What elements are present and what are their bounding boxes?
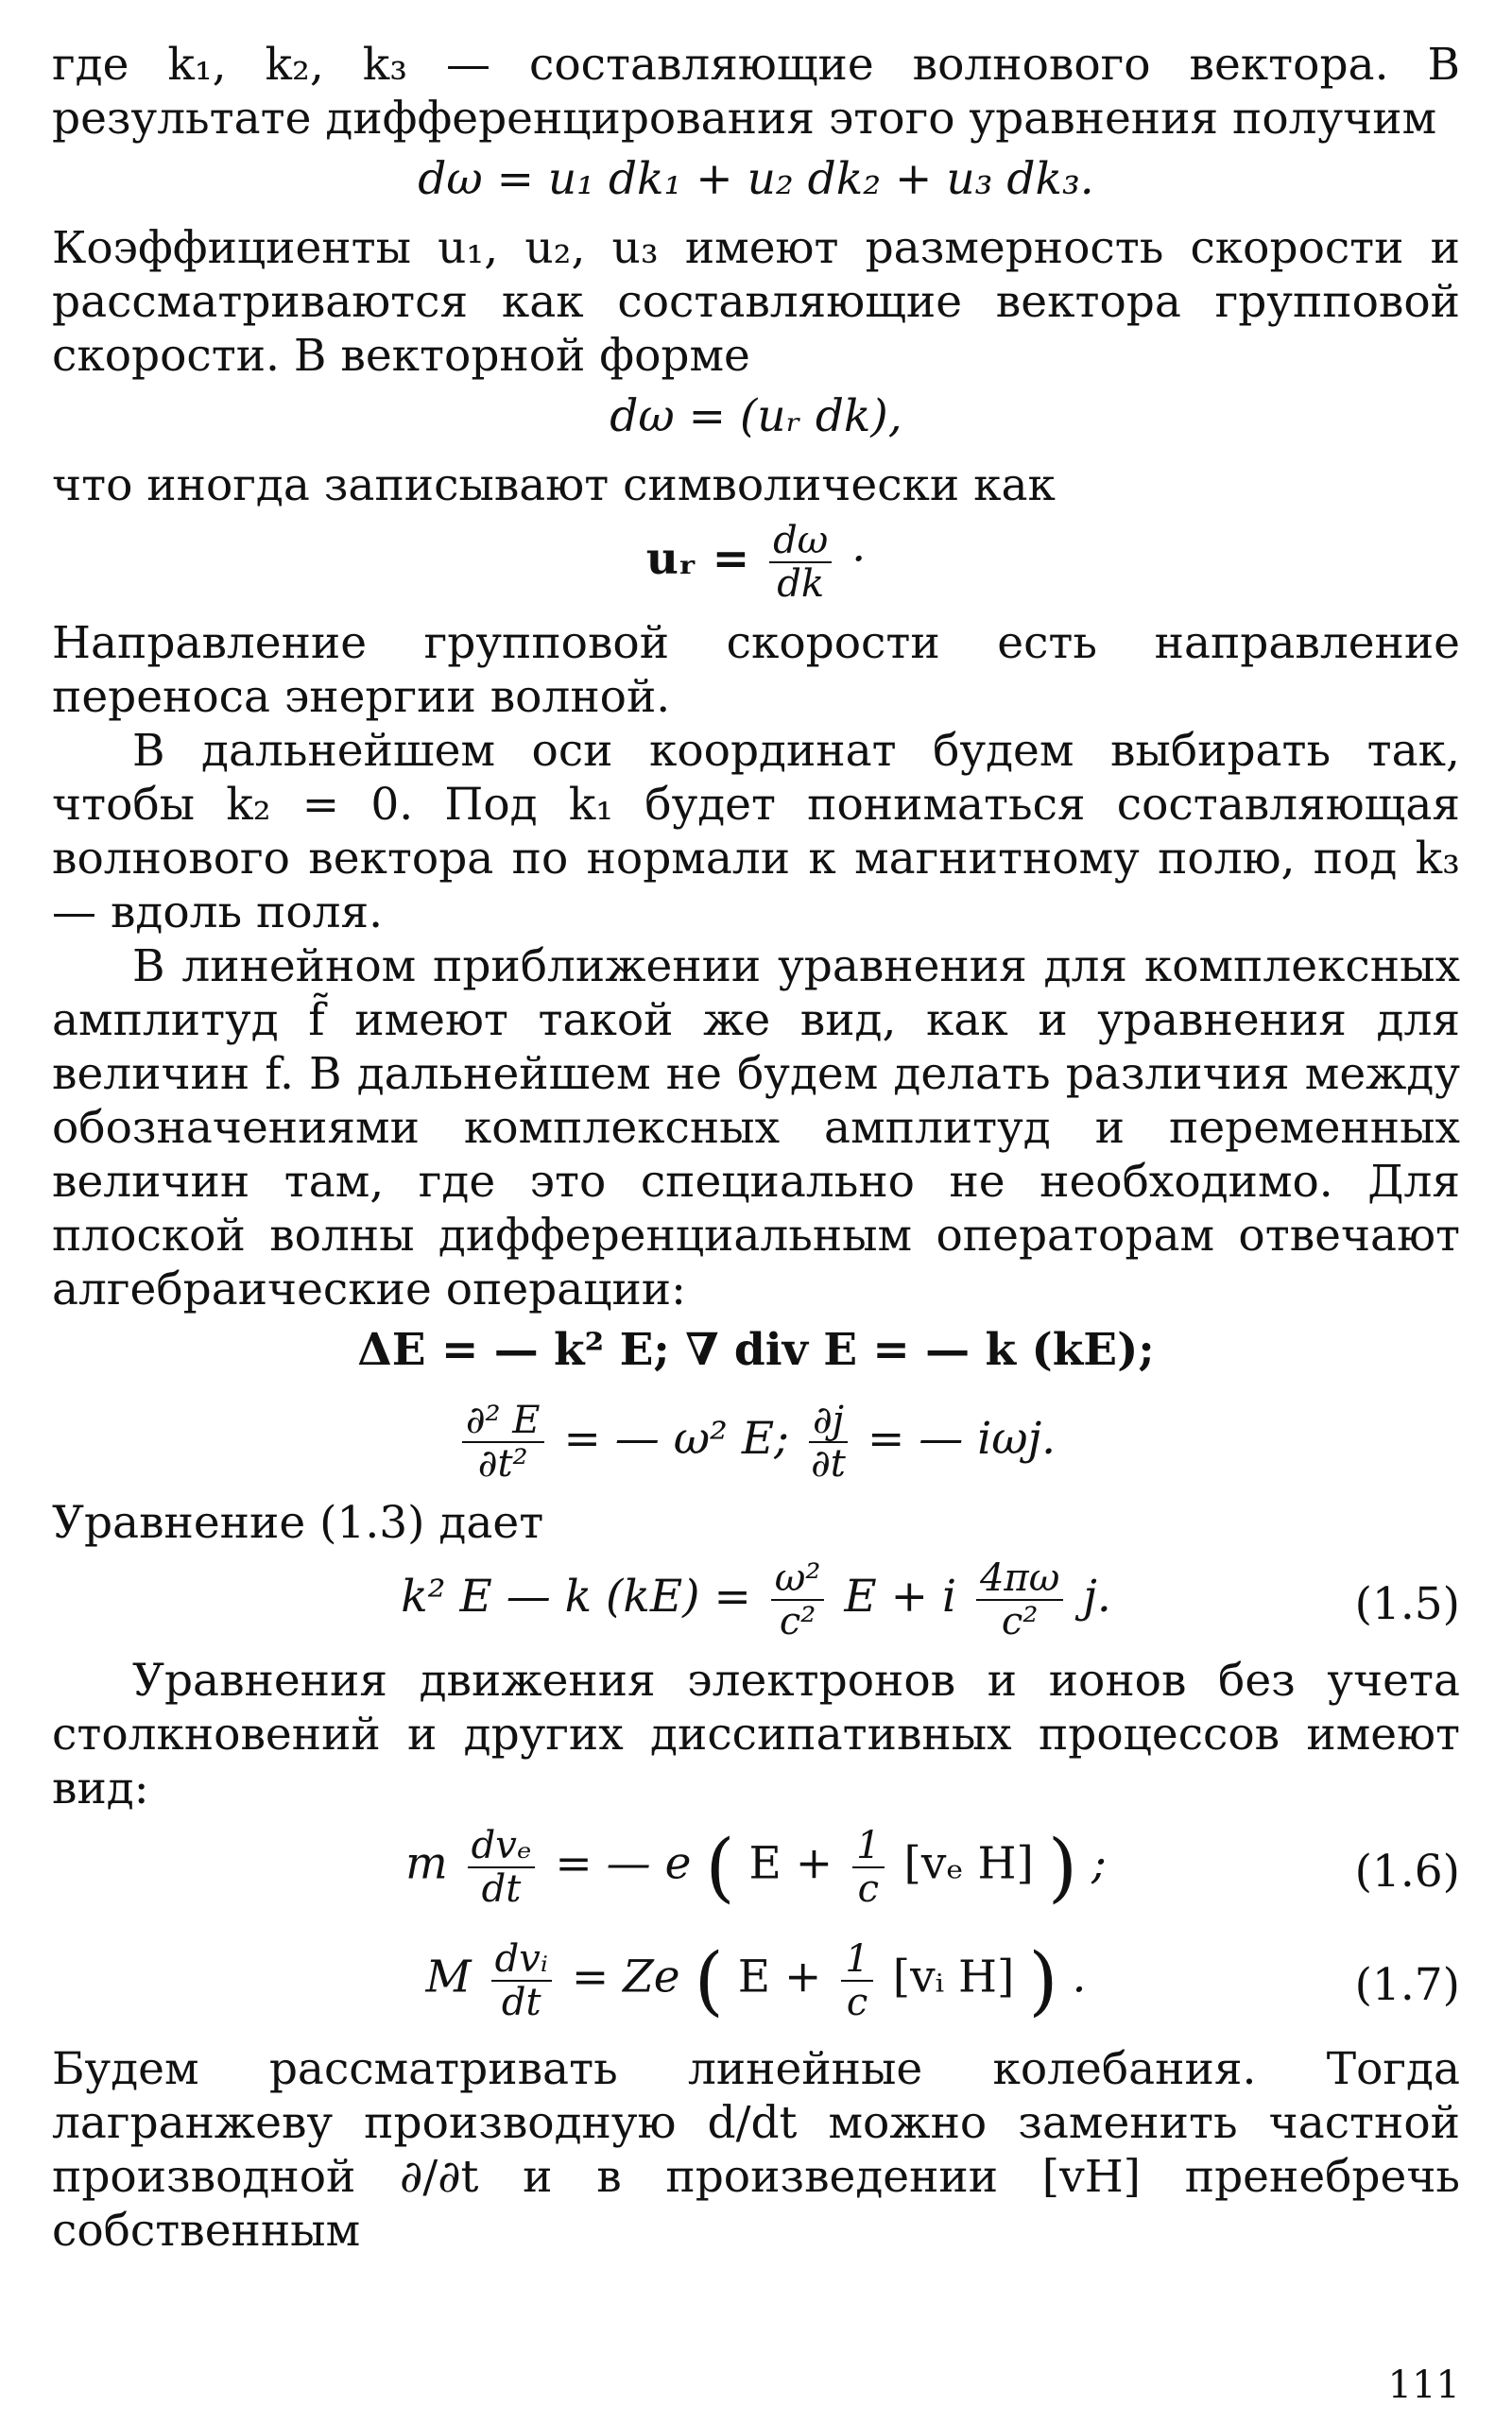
equation-tail: ·: [851, 533, 867, 585]
numerator: ∂j: [809, 1400, 848, 1443]
equation-body: [52, 1557, 1460, 1642]
equation-body: [52, 520, 1460, 605]
paragraph-5: В дальнейшем оси координат будем выбирать так, чтобы k₂ = 0. Под k₁ будет пониматься составляющая волнового вектора по нормали к магнитному полю, под k₃ — вдоль поля.: [52, 725, 1460, 938]
denominator: dt: [501, 1980, 541, 2024]
right-paren: ): [1047, 1823, 1078, 1911]
equation-middle: E + i: [844, 1571, 957, 1623]
mass-symbol: m: [405, 1837, 448, 1890]
equation-differential: [52, 146, 1460, 221]
denominator: ∂t²: [477, 1442, 528, 1486]
numerator: dvᵢ: [491, 1938, 552, 1982]
paragraph-4: Направление групповой скорости есть направление переноса энергии волной.: [52, 617, 1460, 723]
left-paren: (: [694, 1936, 724, 2024]
equation-body: [52, 1936, 1460, 2024]
fraction: [809, 1400, 848, 1485]
equation-lhs: uᵣ =: [645, 533, 750, 585]
numerator: ω²: [771, 1557, 825, 1601]
equation-group-velocity: [52, 512, 1460, 616]
fraction: [468, 1825, 536, 1910]
equation-body: [52, 1823, 1460, 1911]
equation-number: (1.7): [1354, 1959, 1460, 2011]
denominator: dt: [481, 1866, 522, 1911]
right-paren: ): [1028, 1936, 1058, 2024]
equation-number: (1.5): [1354, 1578, 1460, 1630]
fraction: [491, 1938, 552, 2023]
equation-text: dω = u₁ dk₁ + u₂ dk₂ + u₃ dk₃.: [418, 153, 1094, 205]
equation-middle: = Ze: [571, 1951, 680, 2003]
equation-operators-1: [52, 1316, 1460, 1392]
fraction: [771, 1557, 825, 1642]
equation-tail: = — iωj.: [867, 1413, 1057, 1465]
cross-product: [vₑ H]: [903, 1837, 1034, 1890]
paragraph-3: что иногда записывают символически как: [52, 459, 1056, 511]
equation-1-5: [52, 1550, 1460, 1654]
denominator: c²: [779, 1600, 816, 1643]
fraction: [841, 1938, 872, 2023]
paragraph-2: Коэффициенты u₁, u₂, u₃ имеют размерность скорости и рассматриваются как составляющие вектора групповой скорости. В векторной форме: [52, 222, 1460, 382]
equation-middle: = — e: [555, 1837, 692, 1890]
numerator: dvₑ: [468, 1825, 536, 1868]
page: [52, 38, 1460, 2258]
fraction: [462, 1400, 544, 1485]
paragraph-9: Будем рассматривать линейные колебания. Тогда лагранжеву производную d/dt можно заменить частной производной ∂/∂t и в произведении [vH] пренебречь собственным: [52, 2043, 1460, 2257]
paragraph-1: где k₁, k₂, k₃ — составляющие волнового вектора. В результате дифференцирования этого уравнения получим: [52, 39, 1460, 145]
denominator: ∂t: [811, 1442, 846, 1486]
equation-number: (1.6): [1354, 1846, 1460, 1898]
equation-operators-2: [52, 1392, 1460, 1496]
equation-lhs: k² E — k (kE) =: [401, 1571, 751, 1623]
equation-body: [52, 1400, 1460, 1485]
paragraph-6: В линейном приближении уравнения для комплексных амплитуд f̃ имеют такой же вид, как и уравнения для величин f. В дальнейшем не будем делать различия между обозначениями комплексных амплитуд и переменных величин там, где это специально не необходимо. Для плоской волны дифференциальным операторам отвечают алгебраические операции:: [52, 940, 1460, 1315]
denominator: c²: [1001, 1600, 1039, 1643]
numerator: dω: [769, 520, 832, 563]
left-paren: (: [705, 1823, 735, 1911]
fraction: [852, 1825, 884, 1910]
equation-text: ΔE = — k² E; ∇ div E = — k (kE);: [357, 1324, 1155, 1376]
equation-inner: E +: [737, 1951, 822, 2003]
numerator: ∂² E: [462, 1400, 544, 1443]
equation-tail: j.: [1083, 1571, 1111, 1623]
fraction: [769, 520, 832, 605]
equation-1-6: [52, 1815, 1460, 1929]
equation-1-7: [52, 1929, 1460, 2042]
equation-tail: ;: [1091, 1837, 1107, 1890]
equation-text: dω = (uᵣ dk),: [610, 390, 902, 442]
equation-tail: .: [1072, 1951, 1087, 2003]
denominator: c: [857, 1866, 880, 1911]
equation-inner: E +: [748, 1837, 833, 1890]
cross-product: [vᵢ H]: [892, 1951, 1015, 2003]
paragraph-7: Уравнение (1.3) дает: [52, 1497, 544, 1549]
denominator: c: [846, 1980, 868, 2024]
numerator: 1: [852, 1825, 884, 1868]
mass-symbol: M: [425, 1951, 472, 2003]
paragraph-8: Уравнения движения электронов и ионов без учета столкновений и других диссипативных процессов имеют вид:: [52, 1655, 1460, 1814]
equation-middle: = — ω² E;: [563, 1413, 789, 1465]
fraction: [976, 1557, 1063, 1642]
denominator: dk: [777, 562, 825, 606]
numerator: 4πω: [976, 1557, 1063, 1601]
numerator: 1: [841, 1938, 872, 1982]
equation-vector-form: [52, 383, 1460, 458]
page-number: 111: [1387, 2364, 1460, 2407]
